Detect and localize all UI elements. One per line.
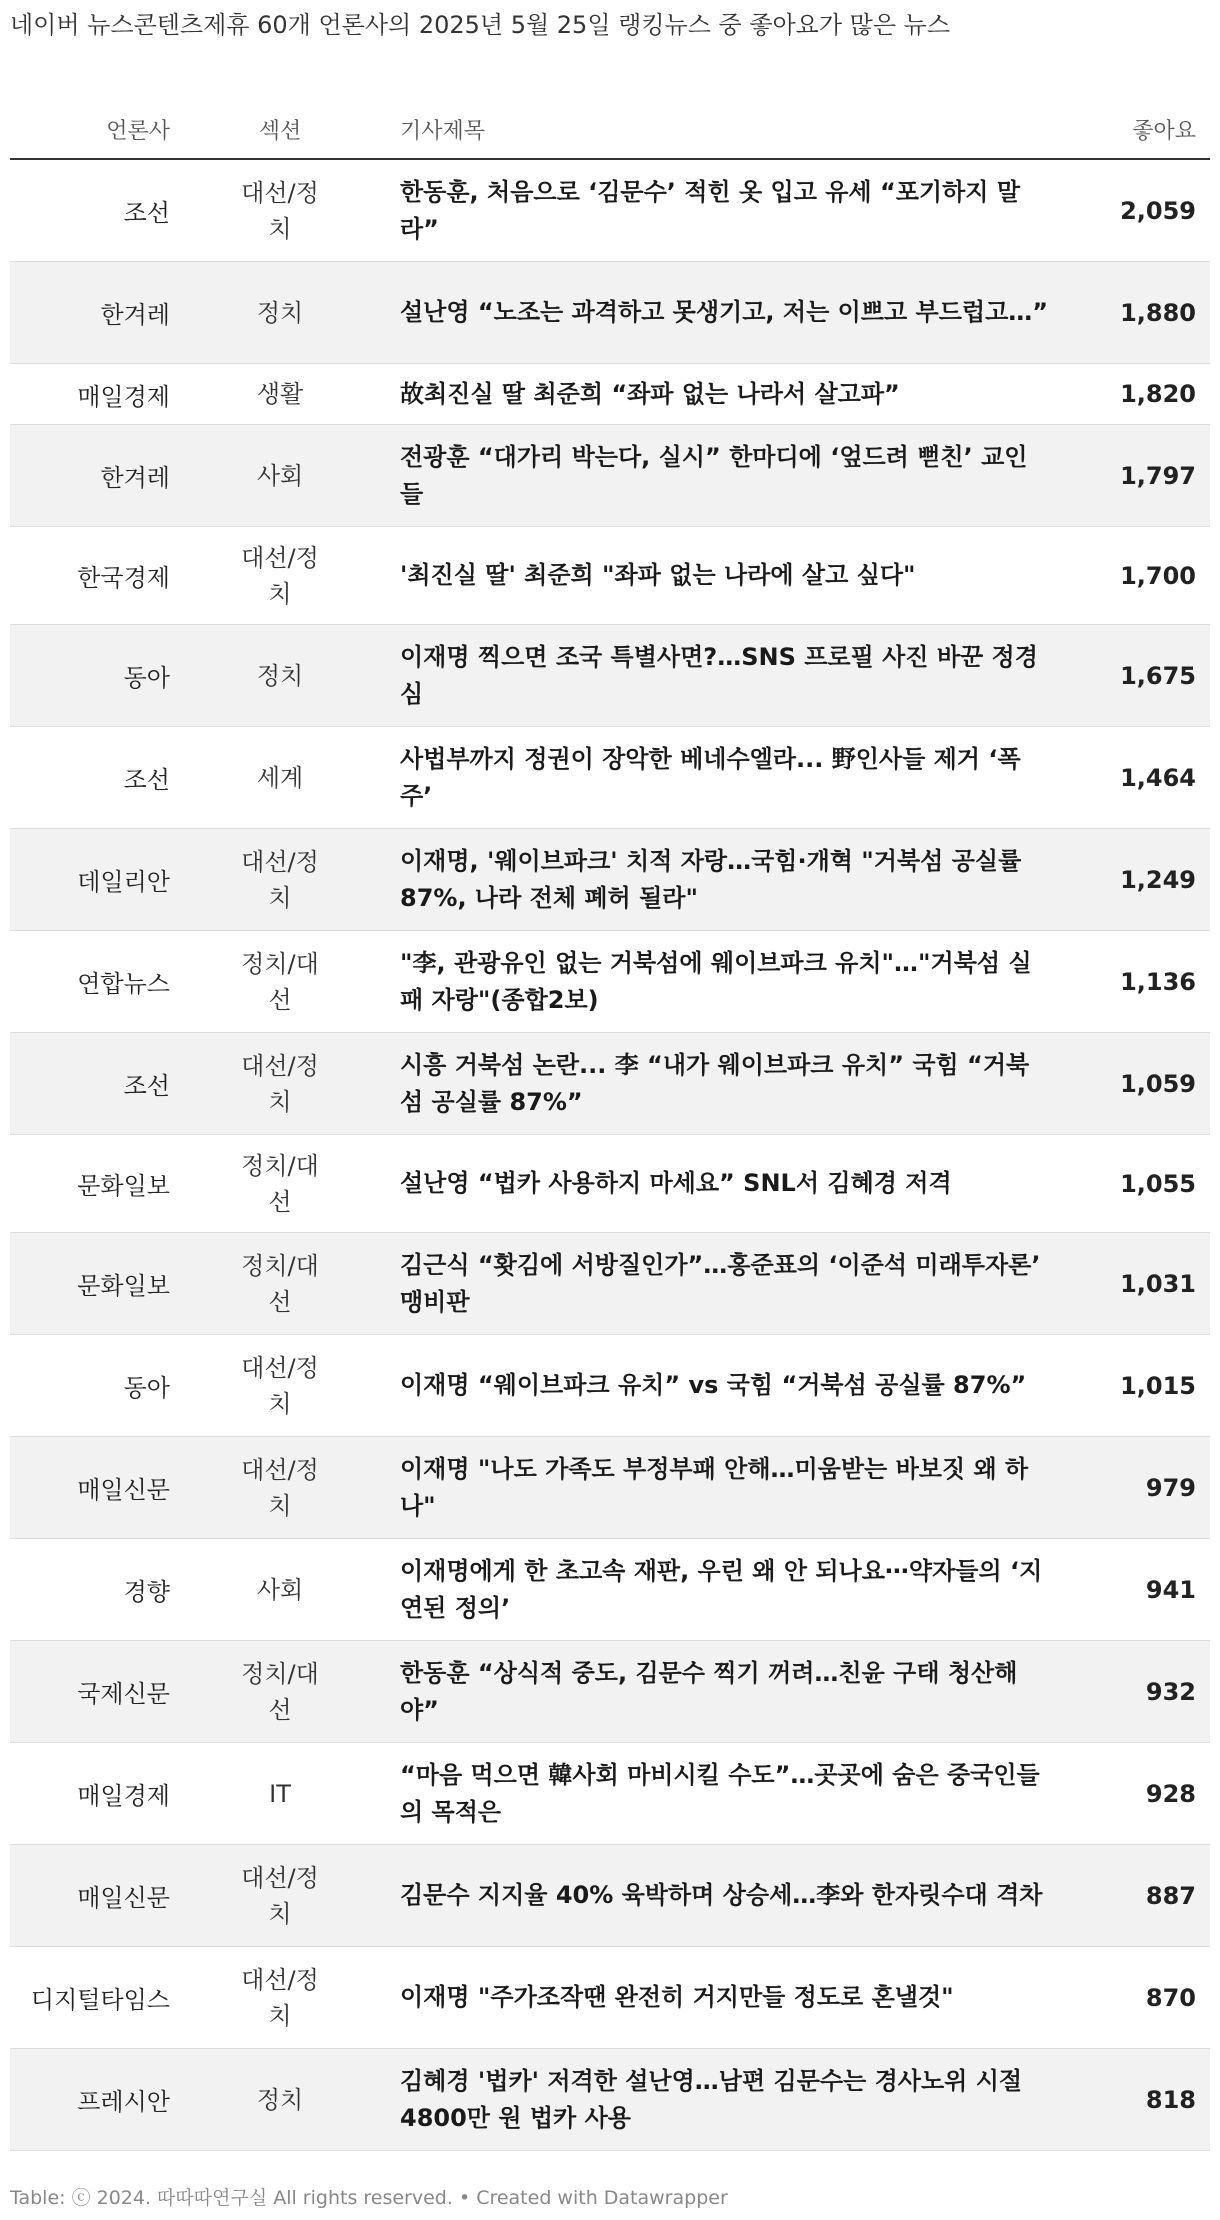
headline-cell: 김근식 “홧김에 서방질인가”…홍준표의 ‘이준석 미래투자론’ 맹비판 — [380, 1233, 1060, 1335]
section-label: 정치 — [256, 661, 304, 690]
table-row — [10, 727, 1210, 829]
publisher-cell: 조선 — [10, 1033, 180, 1135]
section-cell — [180, 159, 380, 262]
table-row — [10, 1641, 1210, 1743]
table-row — [10, 829, 1210, 931]
table-row — [10, 1539, 1210, 1641]
headline-cell: 이재명 찍으면 조국 특별사면?…SNS 프로필 사진 바꾼 정경심 — [380, 625, 1060, 727]
section-label: 세계 — [256, 763, 304, 792]
section-cell — [180, 262, 380, 364]
likes-cell: 1,055 — [1060, 1135, 1210, 1233]
table-header-row — [10, 100, 1210, 159]
publisher-cell: 한겨레 — [10, 425, 180, 527]
headline-cell: 한동훈, 처음으로 ‘김문수’ 적힌 옷 입고 유세 “포기하지 말라” — [380, 159, 1060, 262]
publisher-cell: 동아 — [10, 1335, 180, 1437]
table-row — [10, 364, 1210, 425]
publisher-cell: 매일신문 — [10, 1845, 180, 1947]
likes-cell: 1,880 — [1060, 262, 1210, 364]
section-label: 대선/정치 — [241, 847, 319, 912]
section-label: 사회 — [256, 461, 304, 490]
section-cell — [180, 1437, 380, 1539]
likes-cell: 2,059 — [1060, 159, 1210, 262]
section-label: 대선/정치 — [241, 543, 319, 608]
headline-cell: 이재명, '웨이브파크' 치적 자랑…국힘·개혁 "거북섬 공실률 87%, 나라 전체 폐허 될라" — [380, 829, 1060, 931]
headline-cell: 김혜경 '법카' 저격한 설난영…남편 김문수는 경사노위 시절 4800만 원 법카 사용 — [380, 2049, 1060, 2151]
page-title: 네이버 뉴스콘텐츠제휴 60개 언론사의 2025년 5월 25일 랭킹뉴스 중 좋아요가 많은 뉴스 — [10, 11, 951, 39]
publisher-cell: 동아 — [10, 625, 180, 727]
publisher-cell: 디지털타임스 — [10, 1947, 180, 2049]
section-cell — [180, 527, 380, 625]
publisher-cell: 국제신문 — [10, 1641, 180, 1743]
table-row — [10, 425, 1210, 527]
section-cell — [180, 1033, 380, 1135]
likes-cell: 932 — [1060, 1641, 1210, 1743]
publisher-cell: 연합뉴스 — [10, 931, 180, 1033]
section-cell — [180, 1641, 380, 1743]
section-label: 대선/정치 — [241, 1051, 319, 1116]
publisher-cell: 매일신문 — [10, 1437, 180, 1539]
likes-cell: 818 — [1060, 2049, 1210, 2151]
table-row — [10, 1233, 1210, 1335]
section-cell — [180, 1335, 380, 1437]
likes-cell: 1,464 — [1060, 727, 1210, 829]
likes-cell: 1,797 — [1060, 425, 1210, 527]
column-header-headline[interactable]: 기사제목 — [380, 100, 1060, 159]
likes-cell: 941 — [1060, 1539, 1210, 1641]
publisher-cell: 문화일보 — [10, 1233, 180, 1335]
publisher-cell: 매일경제 — [10, 364, 180, 425]
section-cell — [180, 931, 380, 1033]
headline-cell: 김문수 지지율 40% 육박하며 상승세…李와 한자릿수대 격차 — [380, 1845, 1060, 1947]
table-row — [10, 931, 1210, 1033]
likes-cell: 870 — [1060, 1947, 1210, 2049]
section-cell — [180, 727, 380, 829]
likes-cell: 1,136 — [1060, 931, 1210, 1033]
likes-cell: 1,015 — [1060, 1335, 1210, 1437]
likes-cell: 1,059 — [1060, 1033, 1210, 1135]
section-cell — [180, 1947, 380, 2049]
section-label: 대선/정치 — [241, 1455, 319, 1520]
likes-cell: 1,820 — [1060, 364, 1210, 425]
table-row — [10, 1437, 1210, 1539]
likes-cell: 1,675 — [1060, 625, 1210, 727]
section-label: 대선/정치 — [241, 1353, 319, 1418]
publisher-cell: 조선 — [10, 159, 180, 262]
headline-cell: 이재명 "주가조작땐 완전히 거지만들 정도로 혼낼것" — [380, 1947, 1060, 2049]
publisher-cell: 조선 — [10, 727, 180, 829]
table-row — [10, 2049, 1210, 2151]
headline-cell: 이재명 “웨이브파크 유치” vs 국힘 “거북섬 공실률 87%” — [380, 1335, 1060, 1437]
publisher-cell: 경향 — [10, 1539, 180, 1641]
column-header-publisher[interactable]: 언론사 — [10, 100, 180, 159]
section-label: 정치/대선 — [241, 949, 319, 1014]
table-row — [10, 625, 1210, 727]
table-row — [10, 1947, 1210, 2049]
column-header-likes[interactable]: 좋아요 — [1060, 100, 1210, 159]
table-row — [10, 527, 1210, 625]
headline-cell: 사법부까지 정권이 장악한 베네수엘라... 野인사들 제거 ‘폭주’ — [380, 727, 1060, 829]
table-row — [10, 159, 1210, 262]
section-cell — [180, 425, 380, 527]
table-row — [10, 262, 1210, 364]
section-label: 대선/정치 — [241, 1863, 319, 1928]
table-row — [10, 1033, 1210, 1135]
likes-cell: 1,700 — [1060, 527, 1210, 625]
headline-cell: 설난영 “법카 사용하지 마세요” SNL서 김혜경 저격 — [380, 1135, 1060, 1233]
headline-cell: 시흥 거북섬 논란... 李 “내가 웨이브파크 유치” 국힘 “거북섬 공실률 87%” — [380, 1033, 1060, 1135]
likes-cell: 1,249 — [1060, 829, 1210, 931]
section-label: 대선/정치 — [241, 1965, 319, 2030]
section-label: 사회 — [256, 1575, 304, 1604]
publisher-cell: 프레시안 — [10, 2049, 180, 2151]
headline-cell: '최진실 딸' 최준희 "좌파 없는 나라에 살고 싶다" — [380, 527, 1060, 625]
likes-cell: 1,031 — [1060, 1233, 1210, 1335]
section-label: 생활 — [256, 380, 304, 408]
publisher-cell: 문화일보 — [10, 1135, 180, 1233]
news-table — [10, 100, 1210, 2151]
headline-cell: 전광훈 “대가리 박는다, 실시” 한마디에 ‘엎드려 뻗친’ 교인들 — [380, 425, 1060, 527]
section-cell — [180, 2049, 380, 2151]
section-label: 정치/대선 — [241, 1659, 319, 1724]
section-label: 정치/대선 — [241, 1151, 319, 1216]
section-cell — [180, 364, 380, 425]
section-cell — [180, 1845, 380, 1947]
headline-cell: 설난영 “노조는 과격하고 못생기고, 저는 이쁘고 부드럽고…” — [380, 262, 1060, 364]
likes-cell: 979 — [1060, 1437, 1210, 1539]
section-label: 대선/정치 — [241, 178, 319, 243]
section-cell — [180, 829, 380, 931]
section-label: 정치 — [256, 298, 304, 327]
table-row — [10, 1335, 1210, 1437]
table-row — [10, 1135, 1210, 1233]
publisher-cell: 한국경제 — [10, 527, 180, 625]
likes-cell: 928 — [1060, 1743, 1210, 1845]
table-row — [10, 1743, 1210, 1845]
section-cell — [180, 1743, 380, 1845]
headline-cell: 한동훈 “상식적 중도, 김문수 찍기 꺼려…친윤 구태 청산해야” — [380, 1641, 1060, 1743]
table-row — [10, 1845, 1210, 1947]
publisher-cell: 데일리안 — [10, 829, 180, 931]
section-label: 정치/대선 — [241, 1251, 319, 1316]
likes-cell: 887 — [1060, 1845, 1210, 1947]
headline-cell: "李, 관광유인 없는 거북섬에 웨이브파크 유치"…"거북섬 실패 자랑"(종합2보) — [380, 931, 1060, 1033]
headline-cell: 이재명에게 한 초고속 재판, 우린 왜 안 되나요⋯약자들의 ‘지연된 정의’ — [380, 1539, 1060, 1641]
table-footer-credit: Table: ⓒ 2024. 따따따연구실 All rights reserved. • Created with Datawrapper — [10, 2187, 728, 2209]
publisher-cell: 매일경제 — [10, 1743, 180, 1845]
column-header-section[interactable]: 섹션 — [180, 100, 380, 159]
headline-cell: 故최진실 딸 최준희 “좌파 없는 나라서 살고파” — [380, 364, 1060, 425]
headline-cell: 이재명 "나도 가족도 부정부패 안해…미움받는 바보짓 왜 하나" — [380, 1437, 1060, 1539]
section-cell — [180, 1135, 380, 1233]
section-cell — [180, 1233, 380, 1335]
section-cell — [180, 625, 380, 727]
section-cell — [180, 1539, 380, 1641]
section-label: 정치 — [256, 2085, 304, 2114]
headline-cell: “마음 먹으면 韓사회 마비시킬 수도”…곳곳에 숨은 중국인들의 목적은 — [380, 1743, 1060, 1845]
section-label: IT — [269, 1779, 291, 1808]
publisher-cell: 한겨레 — [10, 262, 180, 364]
